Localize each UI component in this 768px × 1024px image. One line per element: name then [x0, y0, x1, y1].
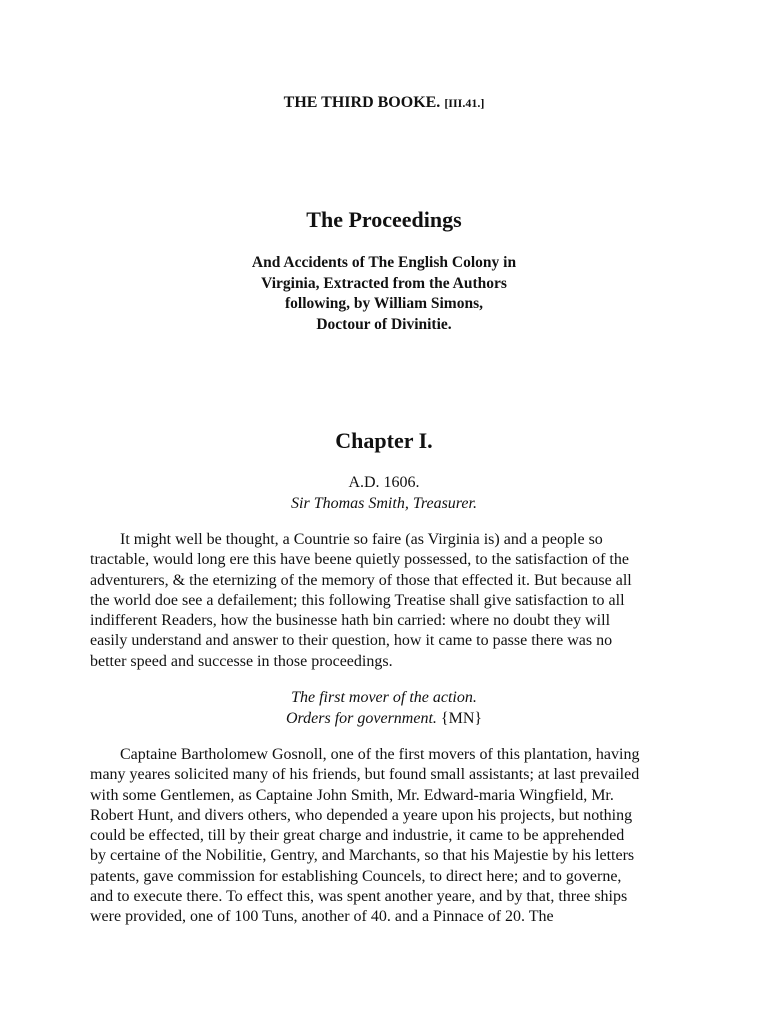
- text-line: many yeares solicited many of his friends, but found small assistants; at last prevailed: [90, 766, 640, 784]
- subtitle-line: following, by William Simons,: [285, 295, 483, 312]
- subtitle-line: Virginia, Extracted from the Authors: [261, 274, 507, 292]
- chapter-heading: Chapter I.: [335, 428, 433, 453]
- text-line: indifferent Readers, how the businesse hath bin carried: where no doubt they will: [90, 612, 611, 630]
- page-title: The Proceedings: [306, 207, 462, 232]
- text-line: could be effected, till by their great charge and industrie, it came to be apprehended: [90, 827, 625, 845]
- paragraph-1: [90, 530, 690, 672]
- text-line: easily understand and answer to their question, how it came to passe there was no: [90, 632, 613, 650]
- book-title: THE THIRD BOOKE.: [283, 94, 441, 111]
- margin-note-line-1: The first mover of the action.: [291, 689, 477, 706]
- subtitle-line: And Accidents of The English Colony in: [251, 254, 517, 271]
- margin-note-text: Orders for government.: [285, 709, 437, 727]
- text-line: the world doe see a defailement; this following Treatise shall give satisfaction to all: [90, 591, 625, 609]
- margin-note-mark: {MN}: [440, 709, 483, 727]
- text-line: tractable, would long ere this have beene quietly possessed, to the satisfaction of the: [90, 551, 629, 569]
- margin-note: [0, 688, 768, 729]
- text-line: Captaine Bartholomew Gosnoll, one of the first movers of this plantation, having: [120, 746, 640, 763]
- text-line: It might well be thought, a Countrie so faire (as Virginia is) and a people so: [120, 531, 603, 548]
- text-line: with some Gentlemen, as Captaine John Smith, Mr. Edward-maria Wingfield, Mr.: [90, 786, 614, 804]
- text-line: by certaine of the Nobilitie, Gentry, and Marchants, so that his Majestie by his letters: [90, 847, 635, 865]
- page-reference: [III.41.]: [444, 96, 485, 110]
- paragraph-2: [90, 745, 690, 928]
- margin-note-line-2: [0, 709, 768, 730]
- chapter-treasurer: Sir Thomas Smith, Treasurer.: [291, 495, 477, 512]
- subtitle-line: Doctour of Divinitie.: [316, 315, 452, 333]
- chapter-date: A.D. 1606.: [348, 474, 420, 491]
- book-heading: [0, 94, 768, 112]
- text-line: Robert Hunt, and divers others, who depended a yeare upon his projects, but nothing: [90, 806, 633, 824]
- text-line: patents, gave commission for establishing Councels, to direct here; and to governe,: [90, 867, 622, 885]
- text-line: better speed and successe in those proceedings.: [90, 652, 393, 670]
- chapter-meta: [0, 472, 768, 514]
- subtitle: [0, 253, 768, 335]
- text-line: and to execute there. To effect this, was spent another yeare, and by that, three ships: [90, 888, 628, 906]
- text-line: were provided, one of 100 Tuns, another of 40. and a Pinnace of 20. The: [90, 908, 554, 926]
- text-line: adventurers, & the eternizing of the memory of those that effected it. But because all: [90, 571, 632, 589]
